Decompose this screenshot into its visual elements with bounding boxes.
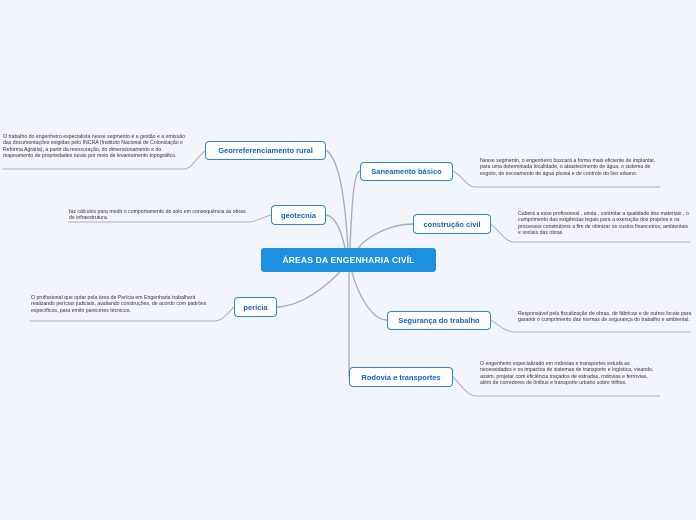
note-construcao-civil: Caberá a esse profissional , ainda , controlar a qualidade dos materiais , o cumprimento das exigências legais para a execução dos projetos e os processos construtivos a fim de otimizar os custos financeiros, ambientais e sociais das obras	[518, 211, 689, 236]
topic-pericia-label: perícia	[243, 302, 268, 312]
topic-rodovia-e-transportes[interactable]	[349, 367, 453, 387]
topic-seguranca-do-trabalho-label: Segurança do trabalho	[398, 316, 480, 325]
topic-saneamento-basico-label: Saneamento básico	[371, 167, 442, 176]
link-saneamento	[350, 171, 360, 248]
topic-pericia[interactable]	[234, 297, 277, 317]
note-saneamento-basico: Nesse segmento, o engenheiro buscará a forma mais eficiente de implantar, para uma determinada localidade, o abastecimento de água, o sistema de esgoto, de escoamento de água pluvial e de controle do lixo urbano.	[480, 158, 656, 177]
link-geotecnia	[326, 215, 345, 248]
topic-geotecnia-label: geotecnia	[280, 210, 316, 220]
topic-geotecnia[interactable]	[271, 205, 326, 225]
link-construcao	[358, 224, 413, 248]
note-geotecnia: faz cálculos para medir o comportamento do solo em consequência às obras de infraestrutura.	[69, 209, 246, 222]
topic-seguranca-do-trabalho[interactable]	[387, 311, 491, 330]
note-rodovia-e-transportes: O engenheiro especializado em rodovias e transportes estuda as necessidades e os impactos de sistemas de transporte e logística, visando, assim, projetar com eficiência traçados de estradas, rodovias e ferrovias, além de corredores de ônibus e transporte urbano sobre trilhos.	[480, 361, 654, 386]
note-georreferenciamento: O trabalho do engenheiro especialista nesse segmento é a gestão e a emissão das documentações exigidas pelo INCRA (Instituto Nacional de Colonização e Reforma Agrária), a partir da mensuração, do dimensionamento e do mapeamento de propriedades rurais por meio de levantamento topográfico.	[3, 134, 185, 159]
note-pericia: O profissional que optar pela área de Perícia em Engenharia trabalhará realizando perícias judiciais, avaliando construções, de acordo com padrões específicos, para emitir pareceres técnicos.	[31, 295, 207, 314]
topic-saneamento-basico[interactable]	[360, 162, 453, 181]
link-pericia	[277, 272, 340, 307]
link-seguranca	[352, 272, 387, 320]
topic-georreferenciamento[interactable]	[205, 141, 326, 160]
link-georref	[326, 150, 348, 248]
topic-construcao-civil[interactable]	[413, 214, 491, 234]
topic-construcao-civil-label: construção civil	[423, 219, 481, 229]
note-seguranca-do-trabalho: Responsável pela fiscalização de obras, de fábricas e de outros locais para garantir o cumprimento das normas de segurança do trabalho e ambiental.	[518, 311, 692, 324]
topic-georreferenciamento-label: Georreferenciamento rural	[218, 146, 313, 155]
central-topic[interactable]	[261, 248, 436, 272]
central-topic-label: ÁREAS DA ENGENHARIA CIVÍL	[282, 255, 415, 265]
topic-rodovia-e-transportes-label: Rodovia e transportes	[361, 372, 441, 382]
